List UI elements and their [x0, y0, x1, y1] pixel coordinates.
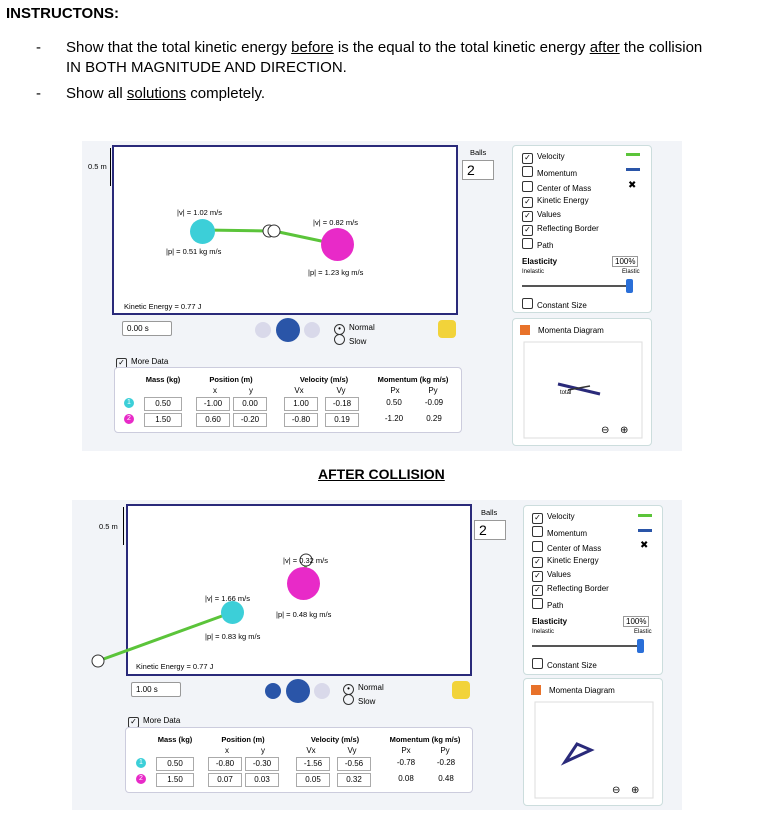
- row1-badge: 1: [124, 398, 134, 408]
- col-velocity: Velocity (m/s): [299, 375, 349, 384]
- opt-reflecting-border-2[interactable]: ✓ Reflecting Border: [532, 584, 609, 596]
- zoom-out-icon-2[interactable]: ⊖: [612, 785, 621, 796]
- row2-py: 0.29: [426, 414, 442, 423]
- sim2-vectors: [86, 504, 472, 676]
- elastic-label: Elastic: [622, 269, 640, 275]
- balls-stepper-2[interactable]: 2: [474, 520, 506, 540]
- speed-normal-2[interactable]: • Normal: [343, 683, 384, 695]
- instruction-2: - Show all solutions completely.: [36, 85, 265, 102]
- sub-py: Py: [428, 386, 438, 395]
- collapse-icon-2[interactable]: [531, 685, 541, 695]
- row2-x-2[interactable]: 0.07: [208, 773, 242, 787]
- ball-1-after[interactable]: [221, 601, 244, 624]
- elasticity-slider-track-2[interactable]: [532, 645, 642, 647]
- row1-mass-2[interactable]: 0.50: [156, 757, 194, 771]
- inelastic-label-2: Inelastic: [532, 629, 555, 635]
- sub-py-2: Py: [440, 746, 450, 755]
- scale-label: 0.5 m: [88, 162, 107, 171]
- velocity-handle-2: [268, 225, 280, 237]
- sub-px-2: Px: [401, 746, 411, 755]
- momenta-diagram-label-2: Momenta Diagram: [549, 686, 615, 695]
- ball2-momentum-label: |p| = 1.23 kg m/s: [308, 268, 364, 277]
- opt-kinetic-energy-2[interactable]: ✓ Kinetic Energy: [532, 556, 599, 568]
- momenta-diagram-label: Momenta Diagram: [538, 326, 604, 335]
- time-display: 0.00 s: [122, 321, 172, 336]
- velocity-handle-1b: [92, 655, 104, 667]
- ball1-momentum-label-2: |p| = 0.83 kg m/s: [205, 632, 261, 641]
- ball-1[interactable]: [190, 219, 215, 244]
- balls-label-2: Balls: [481, 508, 498, 517]
- row2-px-2: 0.08: [398, 774, 414, 783]
- sub-vx: Vx: [294, 386, 304, 395]
- ball1-momentum-label: |p| = 0.51 kg m/s: [166, 247, 222, 256]
- elastic-label-2: Elastic: [634, 629, 652, 635]
- elasticity-slider-thumb-2[interactable]: [637, 639, 644, 653]
- row2-badge: 2: [124, 414, 134, 424]
- opt-center-of-mass-2[interactable]: Center of Mass: [532, 541, 601, 553]
- time-display-2: 1.00 s: [131, 682, 181, 697]
- step-forward-button-2[interactable]: [314, 683, 330, 699]
- center-of-mass-x-icon-2: ✖: [640, 540, 649, 551]
- row1-vx-2[interactable]: -1.56: [296, 757, 330, 771]
- row1-py: -0.09: [424, 398, 444, 407]
- play-button-2[interactable]: [286, 679, 310, 703]
- row1-px-2: -0.78: [396, 758, 416, 767]
- opt-velocity-2[interactable]: ✓ Velocity: [532, 512, 575, 524]
- speed-slow[interactable]: Slow: [334, 334, 366, 346]
- row1-vy-2[interactable]: -0.56: [337, 757, 371, 771]
- col-mass-2: Mass (kg): [157, 735, 193, 744]
- row2-mass[interactable]: 1.50: [144, 413, 182, 427]
- sub-x: x: [213, 386, 217, 395]
- col-position-2: Position (m): [221, 735, 265, 744]
- velocity-arrow-icon: [626, 153, 640, 156]
- col-mass: Mass (kg): [145, 375, 181, 384]
- step-back-button-2[interactable]: [265, 683, 281, 699]
- elasticity-label-2: Elasticity: [532, 617, 568, 626]
- row2-vx-2[interactable]: 0.05: [296, 773, 330, 787]
- zoom-in-icon-2[interactable]: ⊕: [631, 785, 640, 796]
- speed-slow-2[interactable]: Slow: [343, 694, 375, 706]
- ball2-velocity-label-2: |v| = 0.32 m/s: [283, 556, 328, 565]
- elasticity-slider-track[interactable]: [522, 285, 632, 287]
- opt-path-2[interactable]: Path: [532, 598, 563, 610]
- kinetic-energy-label: Kinetic Energy = 0.77 J: [124, 302, 202, 311]
- opt-path[interactable]: Path: [522, 238, 553, 250]
- row2-y-2[interactable]: 0.03: [245, 773, 279, 787]
- momentum-arrow-icon: [626, 168, 640, 171]
- velocity-arrow-icon-2: [638, 514, 652, 517]
- col-velocity-2: Velocity (m/s): [310, 735, 360, 744]
- center-of-mass-x-icon: ✖: [628, 180, 637, 191]
- row2-vy-2[interactable]: 0.32: [337, 773, 371, 787]
- after-collision-heading: AFTER COLLISION: [318, 466, 445, 482]
- row1-x[interactable]: -1.00: [196, 397, 230, 411]
- inelastic-label: Inelastic: [522, 269, 545, 275]
- sim1-vectors: [112, 145, 458, 315]
- sub-vy: Vy: [336, 386, 346, 395]
- reset-button[interactable]: [438, 320, 456, 338]
- row1-y[interactable]: 0.00: [233, 397, 267, 411]
- opt-velocity[interactable]: ✓ Velocity: [522, 152, 565, 164]
- row1-x-2[interactable]: -0.80: [208, 757, 242, 771]
- row1-mass[interactable]: 0.50: [144, 397, 182, 411]
- play-button[interactable]: [276, 318, 300, 342]
- row1-badge-2: 1: [136, 758, 146, 768]
- sub-px: Px: [390, 386, 400, 395]
- more-data-checkbox[interactable]: ✓ More Data: [116, 357, 168, 369]
- ball-2-after[interactable]: [287, 567, 320, 600]
- ball2-momentum-label-2: |p| = 0.48 kg m/s: [276, 610, 332, 619]
- opt-constant-size-2[interactable]: Constant Size: [532, 658, 597, 670]
- kinetic-energy-label-2: Kinetic Energy = 0.77 J: [136, 662, 214, 671]
- sub-y-2: y: [261, 746, 265, 755]
- row2-y[interactable]: -0.20: [233, 413, 267, 427]
- opt-reflecting-border[interactable]: ✓ Reflecting Border: [522, 224, 599, 236]
- row1-vx[interactable]: 1.00: [284, 397, 318, 411]
- sub-x-2: x: [225, 746, 229, 755]
- zoom-out-icon[interactable]: ⊖: [601, 425, 610, 436]
- opt-constant-size[interactable]: Constant Size: [522, 298, 587, 310]
- ball1-velocity-label: |v| = 1.02 m/s: [177, 208, 222, 217]
- row2-vy[interactable]: 0.19: [325, 413, 359, 427]
- step-back-button[interactable]: [255, 322, 271, 338]
- opt-momentum[interactable]: Momentum: [522, 166, 577, 178]
- opt-values[interactable]: ✓ Values: [522, 210, 561, 222]
- opt-values-2[interactable]: ✓ Values: [532, 570, 571, 582]
- row2-mass-2[interactable]: 1.50: [156, 773, 194, 787]
- sub-y: y: [249, 386, 253, 395]
- more-data-checkbox-2[interactable]: ✓ More Data: [128, 716, 180, 728]
- total-label: total: [560, 390, 572, 396]
- speed-normal[interactable]: • Normal: [334, 323, 375, 335]
- opt-center-of-mass[interactable]: Center of Mass: [522, 181, 591, 193]
- col-momentum: Momentum (kg m/s): [377, 375, 449, 384]
- elasticity-slider-thumb[interactable]: [626, 279, 633, 293]
- col-position: Position (m): [209, 375, 253, 384]
- balls-label: Balls: [470, 148, 487, 157]
- instructions-title: INSTRUCTONS:: [6, 5, 120, 22]
- scale-label-2: 0.5 m: [99, 522, 118, 531]
- row2-py-2: 0.48: [438, 774, 454, 783]
- step-forward-button[interactable]: [304, 322, 320, 338]
- collapse-icon[interactable]: [520, 325, 530, 335]
- balls-stepper[interactable]: 2: [462, 160, 494, 180]
- reset-button-2[interactable]: [452, 681, 470, 699]
- sub-vx-2: Vx: [306, 746, 316, 755]
- opt-momentum-2[interactable]: Momentum: [532, 526, 587, 538]
- zoom-in-icon[interactable]: ⊕: [620, 425, 629, 436]
- ball-2[interactable]: [321, 228, 354, 261]
- sub-vy-2: Vy: [347, 746, 357, 755]
- elasticity-value-2: 100%: [623, 616, 649, 627]
- row1-px: 0.50: [386, 398, 402, 407]
- row2-px: -1.20: [384, 414, 404, 423]
- ball2-velocity-label: |v| = 0.82 m/s: [313, 218, 358, 227]
- ball1-velocity-label-2: |v| = 1.66 m/s: [205, 594, 250, 603]
- opt-kinetic-energy[interactable]: ✓ Kinetic Energy: [522, 196, 589, 208]
- row1-y-2[interactable]: -0.30: [245, 757, 279, 771]
- elasticity-value: 100%: [612, 256, 638, 267]
- row2-badge-2: 2: [136, 774, 146, 784]
- row2-vx[interactable]: -0.80: [284, 413, 318, 427]
- momentum-arrow-icon-2: [638, 529, 652, 532]
- row1-py-2: -0.28: [436, 758, 456, 767]
- scale-bar: [110, 148, 111, 186]
- col-momentum-2: Momentum (kg m/s): [389, 735, 461, 744]
- elasticity-label: Elasticity: [522, 257, 558, 266]
- instruction-1: - Show that the total kinetic energy before is the equal to the total kinetic energy after the collision IN BOTH MAGNITUDE AND DIRECTION.: [36, 39, 703, 76]
- row2-x[interactable]: 0.60: [196, 413, 230, 427]
- row1-vy[interactable]: -0.18: [325, 397, 359, 411]
